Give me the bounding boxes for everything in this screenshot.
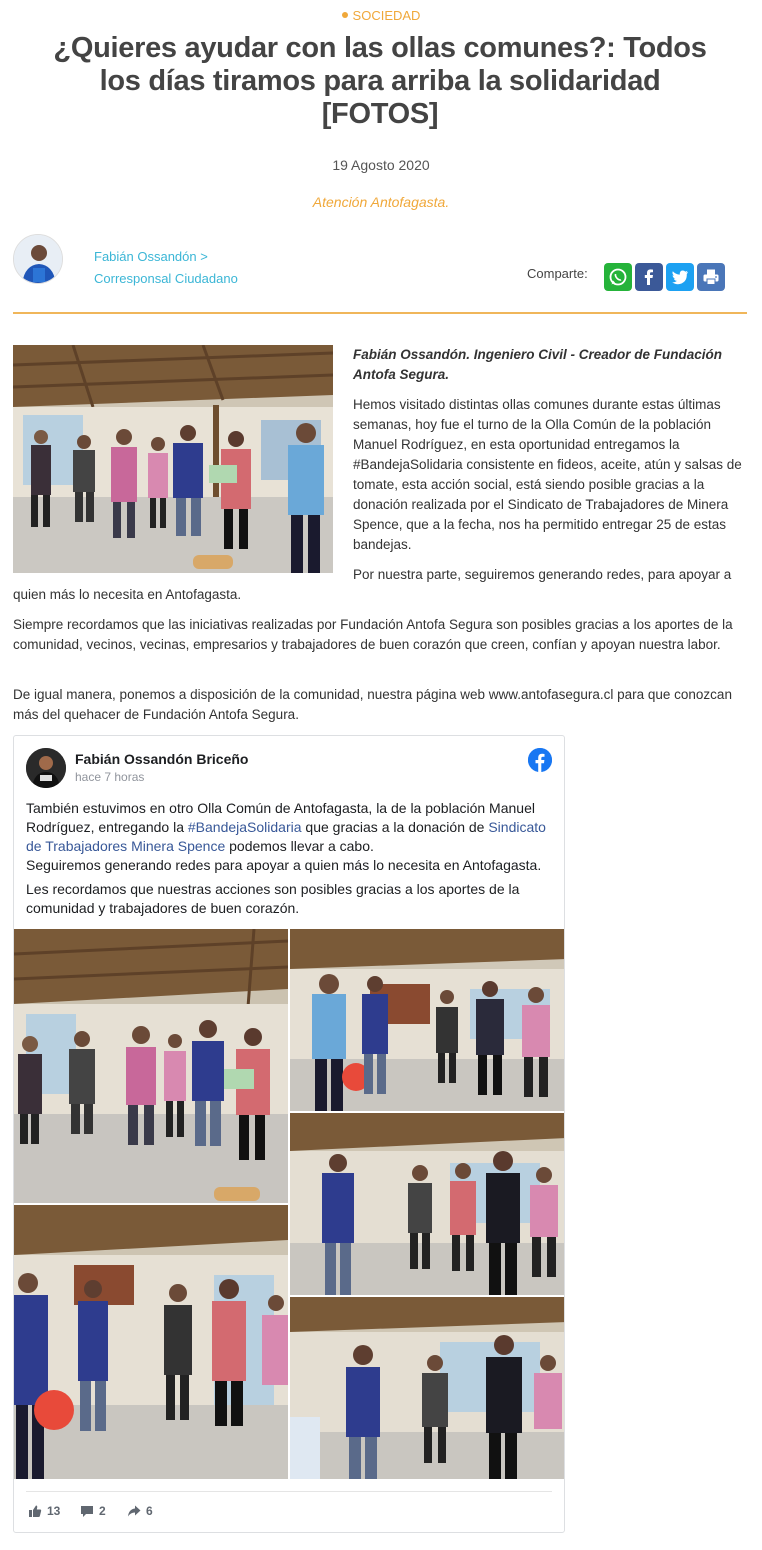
author-role-link[interactable]: Corresponsal Ciudadano bbox=[94, 271, 238, 286]
article-paragraph-1: Hemos visitado distintas ollas comunes durante estas últimas semanas, hoy fue el turno de la Olla Común de la población Manuel Rodríguez, en esta oportunidad entregamos la #BandejaSolidaria consistente en fideos, aceite, atún y salsas de tomate, esta acción social, está siendo posible gracias a la donación realizada por el Sindicato de Trabajadores de Minera Spence, que a la fecha, nos ha permitido entregar 25 de estas bandejas. bbox=[353, 397, 742, 552]
print-share-button[interactable] bbox=[697, 263, 725, 291]
fb-text-part-2: que gracias a la donación de bbox=[301, 819, 489, 835]
fb-photo-1[interactable] bbox=[14, 929, 288, 1203]
author-name-link[interactable]: Fabián Ossandón > bbox=[94, 249, 208, 264]
article-source: Atención Antofagasta. bbox=[312, 194, 450, 210]
facebook-embed-card bbox=[13, 735, 565, 1533]
fb-footer-divider bbox=[26, 1491, 552, 1492]
header-divider bbox=[13, 312, 747, 314]
share-label: Comparte: bbox=[527, 266, 588, 281]
fb-photo-3[interactable] bbox=[290, 1113, 565, 1295]
category-label[interactable] bbox=[0, 8, 762, 23]
fb-comments-count: 2 bbox=[99, 1504, 106, 1518]
article-paragraph-2-start: Por nuestra parte, seguiremos generando redes, para apoyar a bbox=[353, 567, 732, 582]
comment-icon bbox=[80, 1504, 94, 1518]
fb-shares[interactable] bbox=[127, 1504, 153, 1518]
twitter-share-button[interactable] bbox=[666, 263, 694, 291]
article-paragraph-2-end: quien más lo necesita en Antofagasta. bbox=[13, 587, 242, 602]
print-icon bbox=[701, 267, 721, 287]
fb-likes-count: 13 bbox=[47, 1504, 61, 1518]
article-paragraph-4: De igual manera, ponemos a disposición de la comunidad, nuestra página web www.antofasegura.cl para que conozcan más del quehacer de Fundación Antofa Segura. bbox=[13, 687, 732, 722]
category-dot bbox=[342, 12, 348, 18]
whatsapp-share-button[interactable] bbox=[604, 263, 632, 291]
fb-post-avatar[interactable] bbox=[26, 748, 66, 788]
share-arrow-icon bbox=[127, 1504, 141, 1518]
fb-post-author[interactable]: Fabián Ossandón Briceño bbox=[75, 751, 249, 767]
union-link[interactable]: Sindicato de Trabajadores Minera Spence bbox=[26, 819, 546, 854]
fb-comments[interactable] bbox=[80, 1504, 106, 1518]
twitter-icon bbox=[670, 267, 690, 287]
author-avatar[interactable] bbox=[13, 234, 63, 284]
facebook-logo-icon[interactable] bbox=[528, 748, 552, 772]
fb-post-text-1 bbox=[26, 799, 556, 875]
fb-photo-5[interactable] bbox=[290, 1297, 565, 1479]
article-intro: Fabián Ossandón. Ingeniero Civil - Creador de Fundación Antofa Segura. bbox=[353, 347, 723, 382]
fb-likes[interactable] bbox=[28, 1504, 60, 1518]
thumbs-up-icon bbox=[28, 1504, 42, 1518]
article-date: 19 Agosto 2020 bbox=[332, 157, 430, 173]
article-title: ¿Quieres ayudar con las ollas comunes?: Todos los días tiramos para arriba la solidaridad [FOTOS] bbox=[53, 32, 707, 130]
fb-post-time[interactable]: hace 7 horas bbox=[75, 770, 145, 784]
fb-post-text-2: Les recordamos que nuestras acciones son posibles gracias a los aportes de la comunidad y trabajadores de buen corazón. bbox=[26, 881, 520, 916]
whatsapp-icon bbox=[608, 267, 628, 287]
article-paragraph-3: Siempre recordamos que las iniciativas realizadas por Fundación Antofa Segura son posibles gracias a los aportes de la comunidad, vecinos, vecinas, empresarios y trabajadores de buen corazón que creen, confían y apoyan nuestra labor. bbox=[13, 617, 733, 652]
fb-text-part-3: podemos llevar a cabo. bbox=[225, 838, 374, 854]
fb-text-part-1: También estuvimos en otro Olla Común de Antofagasta, la de la población Manuel Rodríguez, entregando la bbox=[26, 800, 535, 835]
fb-shares-count: 6 bbox=[146, 1504, 153, 1518]
fb-photo-2[interactable] bbox=[290, 929, 565, 1111]
facebook-icon bbox=[639, 267, 659, 287]
hashtag-link[interactable]: #BandejaSolidaria bbox=[187, 819, 302, 835]
facebook-share-button[interactable] bbox=[635, 263, 663, 291]
fb-photo-4[interactable] bbox=[14, 1205, 288, 1479]
fb-text-part-4: Seguiremos generando redes para apoyar a quien más lo necesita en Antofagasta. bbox=[26, 857, 542, 873]
lead-photo[interactable] bbox=[13, 345, 333, 573]
category-text[interactable]: SOCIEDAD bbox=[352, 8, 421, 23]
